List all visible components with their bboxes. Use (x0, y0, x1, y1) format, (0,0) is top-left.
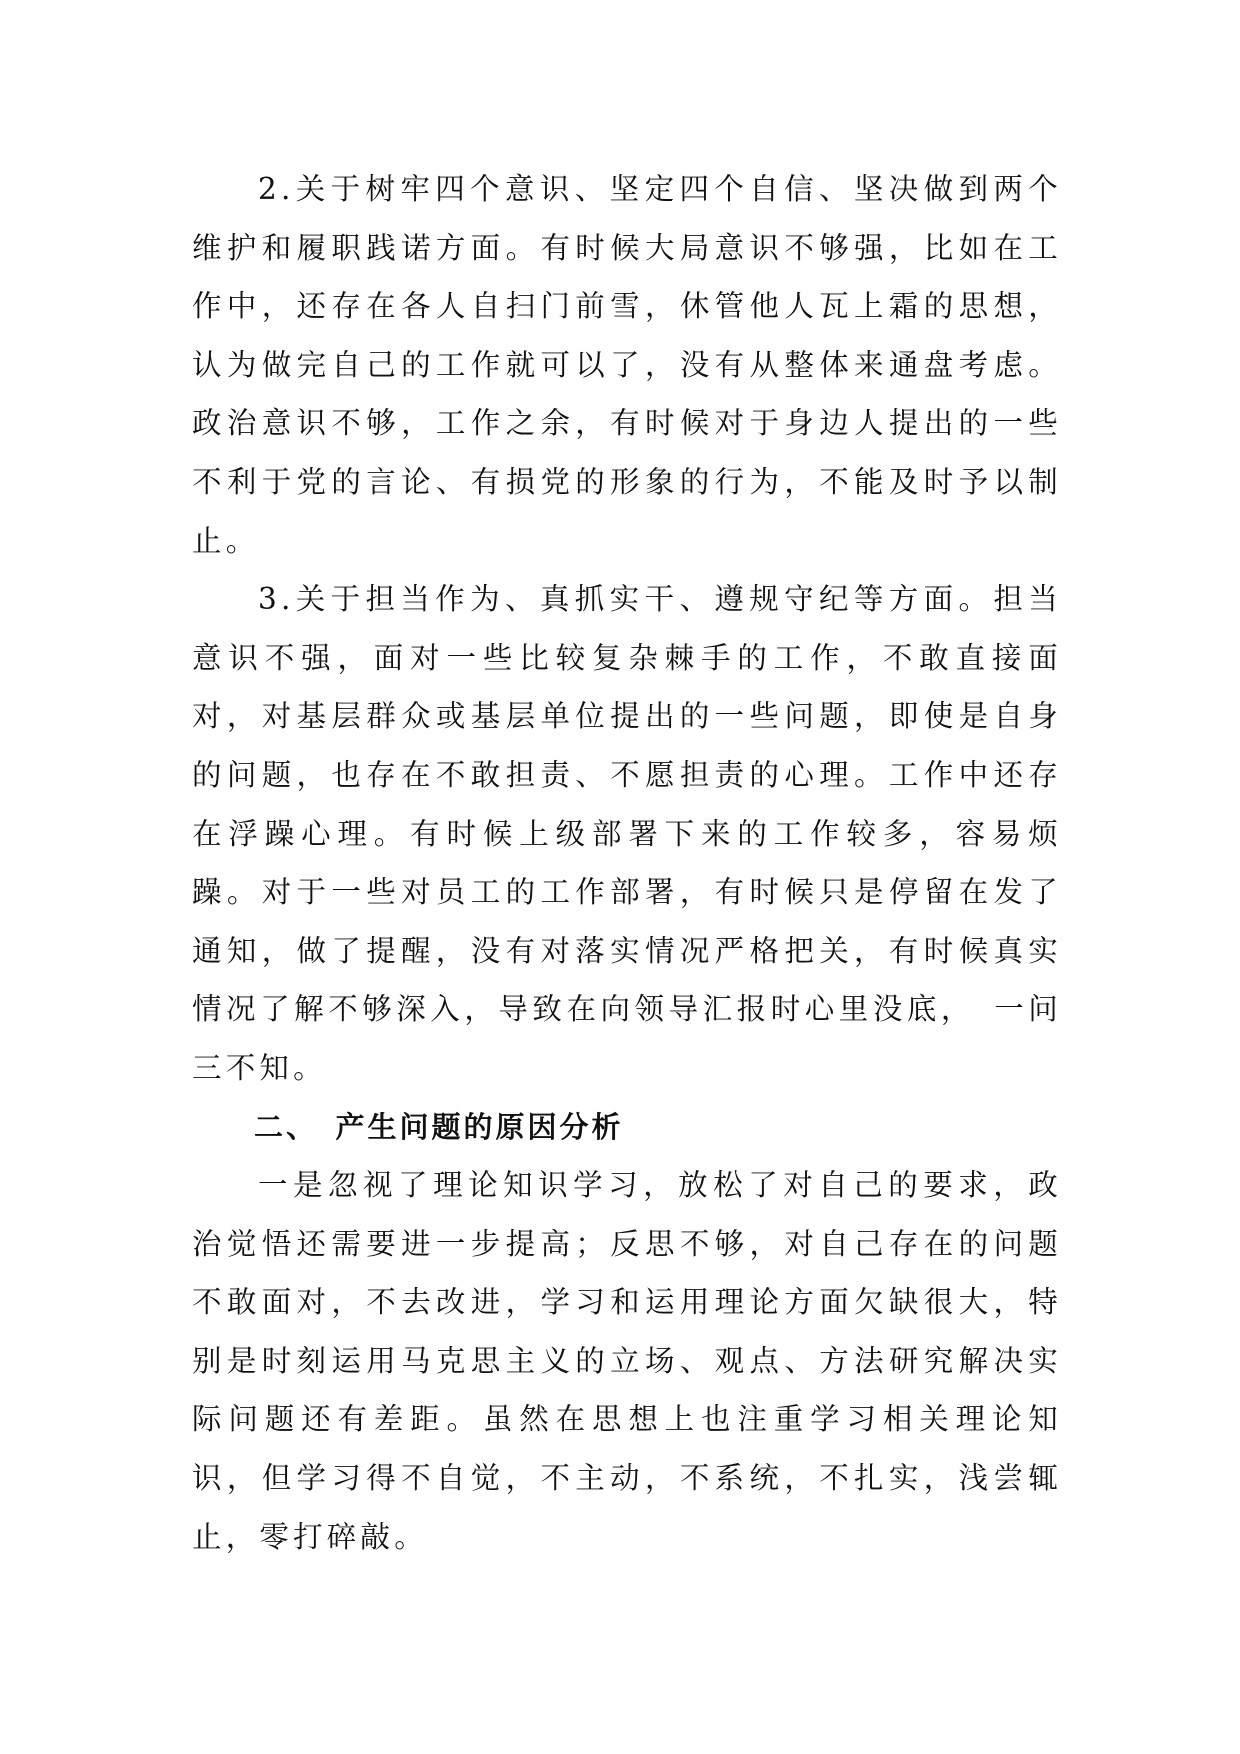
document-body (192, 160, 1062, 1566)
paragraph-political-awareness: 2.关于树牢四个意识、坚定四个自信、坚决做到两个维护和履职践诺方面。有时候大局意识不够强，比如在工作中，还存在各人自扫门前雪，休管他人瓦上霜的思想，认为做完自己的工作就可以了，没有从整体来通盘考虑。政治意识不够，工作之余，有时候对于身边人提出的一些不利于党的言论、有损党的形象的行为，不能及时予以制止。 (192, 172, 1062, 558)
paragraph-responsibility: 3.关于担当作为、真抓实干、遵规守纪等方面。担当意识不强，面对一些比较复杂棘手的工作，不敢直接面对，对基层群众或基层单位提出的一些问题，即使是自身的问题，也存在不敢担责、不愿担责的心理。工作中还存在浮躁心理。有时候上级部署下来的工作较多，容易烦躁。对于一些对员工的工作部署，有时候只是停留在发了通知，做了提醒，没有对落实情况严格把关，有时候真实情况了解不够深入，导致在向领导汇报时心里没底， 一问三不知。 (192, 582, 1062, 1085)
section-heading-cause-analysis: 二、 产生问题的原因分析 (254, 1109, 624, 1144)
paragraph-theory-study: 一是忽视了理论知识学习，放松了对自己的要求，政治觉悟还需要进一步提高；反思不够，对自己存在的问题不敢面对，不去改进，学习和运用理论方面欠缺很大，特别是时刻运用马克思主义的立场、观点、方法研究解决实际问题还有差距。虽然在思想上也注重学习相关理论知识，但学习得不自觉，不主动，不系统，不扎实，浅尝辄止，零打碎敲。 (192, 1168, 1062, 1554)
